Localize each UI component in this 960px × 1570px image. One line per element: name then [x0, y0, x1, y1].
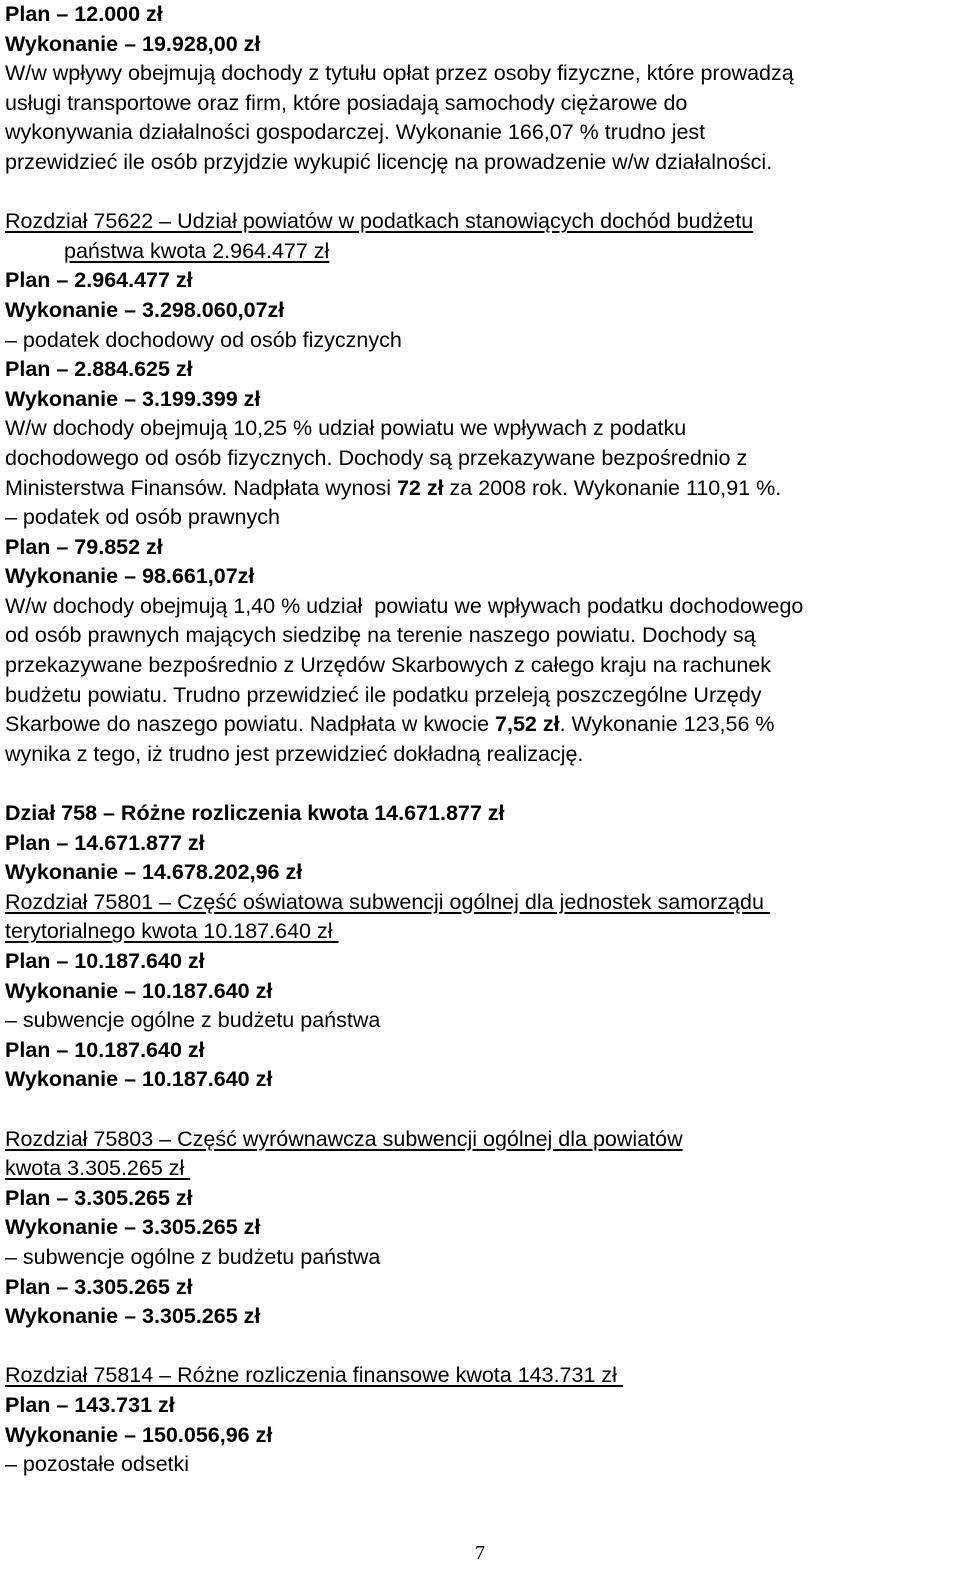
r75622-item2-desc-3: przekazywane bezpośrednio z Urzędów Skarbowych z całego kraju na rachunek	[5, 653, 772, 678]
dzial-758-wykonanie: Wykonanie – 14.678.202,96 zł	[5, 860, 303, 885]
r75622-item1-plan: Plan – 2.884.625 zł	[5, 357, 193, 382]
intro-desc-1: W/w wpływy obejmują dochody z tytułu opłat przez osoby fizyczne, które prowadzą	[5, 61, 794, 86]
r75801-plan: Plan – 10.187.640 zł	[5, 949, 205, 973]
r75814-plan: Plan – 143.731 zł	[5, 1392, 175, 1417]
section-heading-75801-cont: terytorialnego kwota 10.187.640 zł	[5, 919, 339, 944]
r75801-item-wykonanie: Wykonanie – 10.187.640 zł	[5, 1067, 273, 1092]
r75622-wykonanie: Wykonanie – 3.298.060,07zł	[5, 297, 285, 322]
r75622-item1-wykonanie: Wykonanie – 3.199.399 zł	[5, 386, 261, 411]
r75622-item2-wykonanie: Wykonanie – 98.661,07zł	[5, 564, 255, 589]
r75622-item1-desc-2: dochodowego od osób fizycznych. Dochody są przekazywane bezpośrednio z	[5, 445, 748, 470]
r75814-wykonanie: Wykonanie – 150.056,96 zł	[5, 1422, 273, 1447]
section-heading-75622: Rozdział 75622 – Udział powiatów w podatkach stanowiących dochód budżetu	[5, 209, 754, 234]
section-heading-75814: Rozdział 75814 – Różne rozliczenia finansowe kwota 143.731 zł	[5, 1363, 623, 1388]
r75622-plan: Plan – 2.964.477 zł	[5, 268, 193, 293]
r75622-item2-label: – podatek od osób prawnych	[5, 505, 280, 530]
intro-plan: Plan – 12.000 zł	[5, 2, 163, 26]
r75814-item-label: – pozostałe odsetki	[5, 1452, 190, 1477]
r75801-item-label: – subwencje ogólne z budżetu państwa	[5, 1008, 381, 1033]
r75803-item-wykonanie: Wykonanie – 3.305.265 zł	[5, 1304, 261, 1329]
r75622-item2-desc-1: W/w dochody obejmują 1,40 % udział powiatu we wpływach podatku dochodowego	[5, 593, 804, 618]
section-heading-75622-cont: państwa kwota 2.964.477 zł	[64, 238, 330, 263]
r75622-item2-desc-2: od osób prawnych mających siedzibę na terenie naszego powiatu. Dochody są	[5, 623, 756, 648]
intro-wykonanie: Wykonanie – 19.928,00 zł	[5, 31, 261, 56]
r75803-plan: Plan – 3.305.265 zł	[5, 1185, 193, 1210]
dzial-758-plan: Plan – 14.671.877 zł	[5, 830, 205, 855]
dzial-758-heading: Dział 758 – Różne rozliczenia kwota 14.671.877 zł	[5, 801, 505, 826]
section-heading-75801: Rozdział 75801 – Część oświatowa subwencji ogólnej dla jednostek samorządu	[5, 889, 770, 914]
r75622-item2-plan: Plan – 79.852 zł	[5, 534, 163, 559]
page-number: 7	[475, 1542, 485, 1564]
r75801-item-plan: Plan – 10.187.640 zł	[5, 1037, 205, 1062]
section-heading-75803: Rozdział 75803 – Część wyrównawcza subwencji ogólnej dla powiatów	[5, 1126, 683, 1151]
r75622-item1-desc-3: Ministerstwa Finansów. Nadpłata wynosi 72 zł za 2008 rok. Wykonanie 110,91 %.	[5, 475, 782, 500]
intro-desc-4: przewidzieć ile osób przyjdzie wykupić licencję na prowadzenie w/w działalności.	[5, 149, 773, 174]
r75803-item-plan: Plan – 3.305.265 zł	[5, 1274, 193, 1299]
r75801-wykonanie: Wykonanie – 10.187.640 zł	[5, 978, 273, 1003]
section-heading-75803-cont: kwota 3.305.265 zł	[5, 1156, 191, 1181]
r75622-item1-desc-1: W/w dochody obejmują 10,25 % udział powiatu we wpływach z podatku	[5, 416, 687, 441]
r75803-wykonanie: Wykonanie – 3.305.265 zł	[5, 1215, 261, 1240]
r75622-item1-label: – podatek dochodowy od osób fizycznych	[5, 327, 402, 352]
r75622-item2-desc-5: Skarbowe do naszego powiatu. Nadpłata w kwocie 7,52 zł. Wykonanie 123,56 %	[5, 712, 775, 737]
intro-desc-3: wykonywania działalności gospodarczej. Wykonanie 166,07 % trudno jest	[5, 120, 706, 145]
document-page	[5, 0, 960, 1480]
intro-desc-2: usługi transportowe oraz firm, które posiadają samochody ciężarowe do	[5, 90, 688, 115]
r75622-item2-desc-4: budżetu powiatu. Trudno przewidzieć ile podatku przeleją poszczególne Urzędy	[5, 682, 762, 707]
r75622-item2-desc-6: wynika z tego, iż trudno jest przewidzieć dokładną realizację.	[5, 741, 584, 766]
r75803-item-label: – subwencje ogólne z budżetu państwa	[5, 1244, 381, 1269]
